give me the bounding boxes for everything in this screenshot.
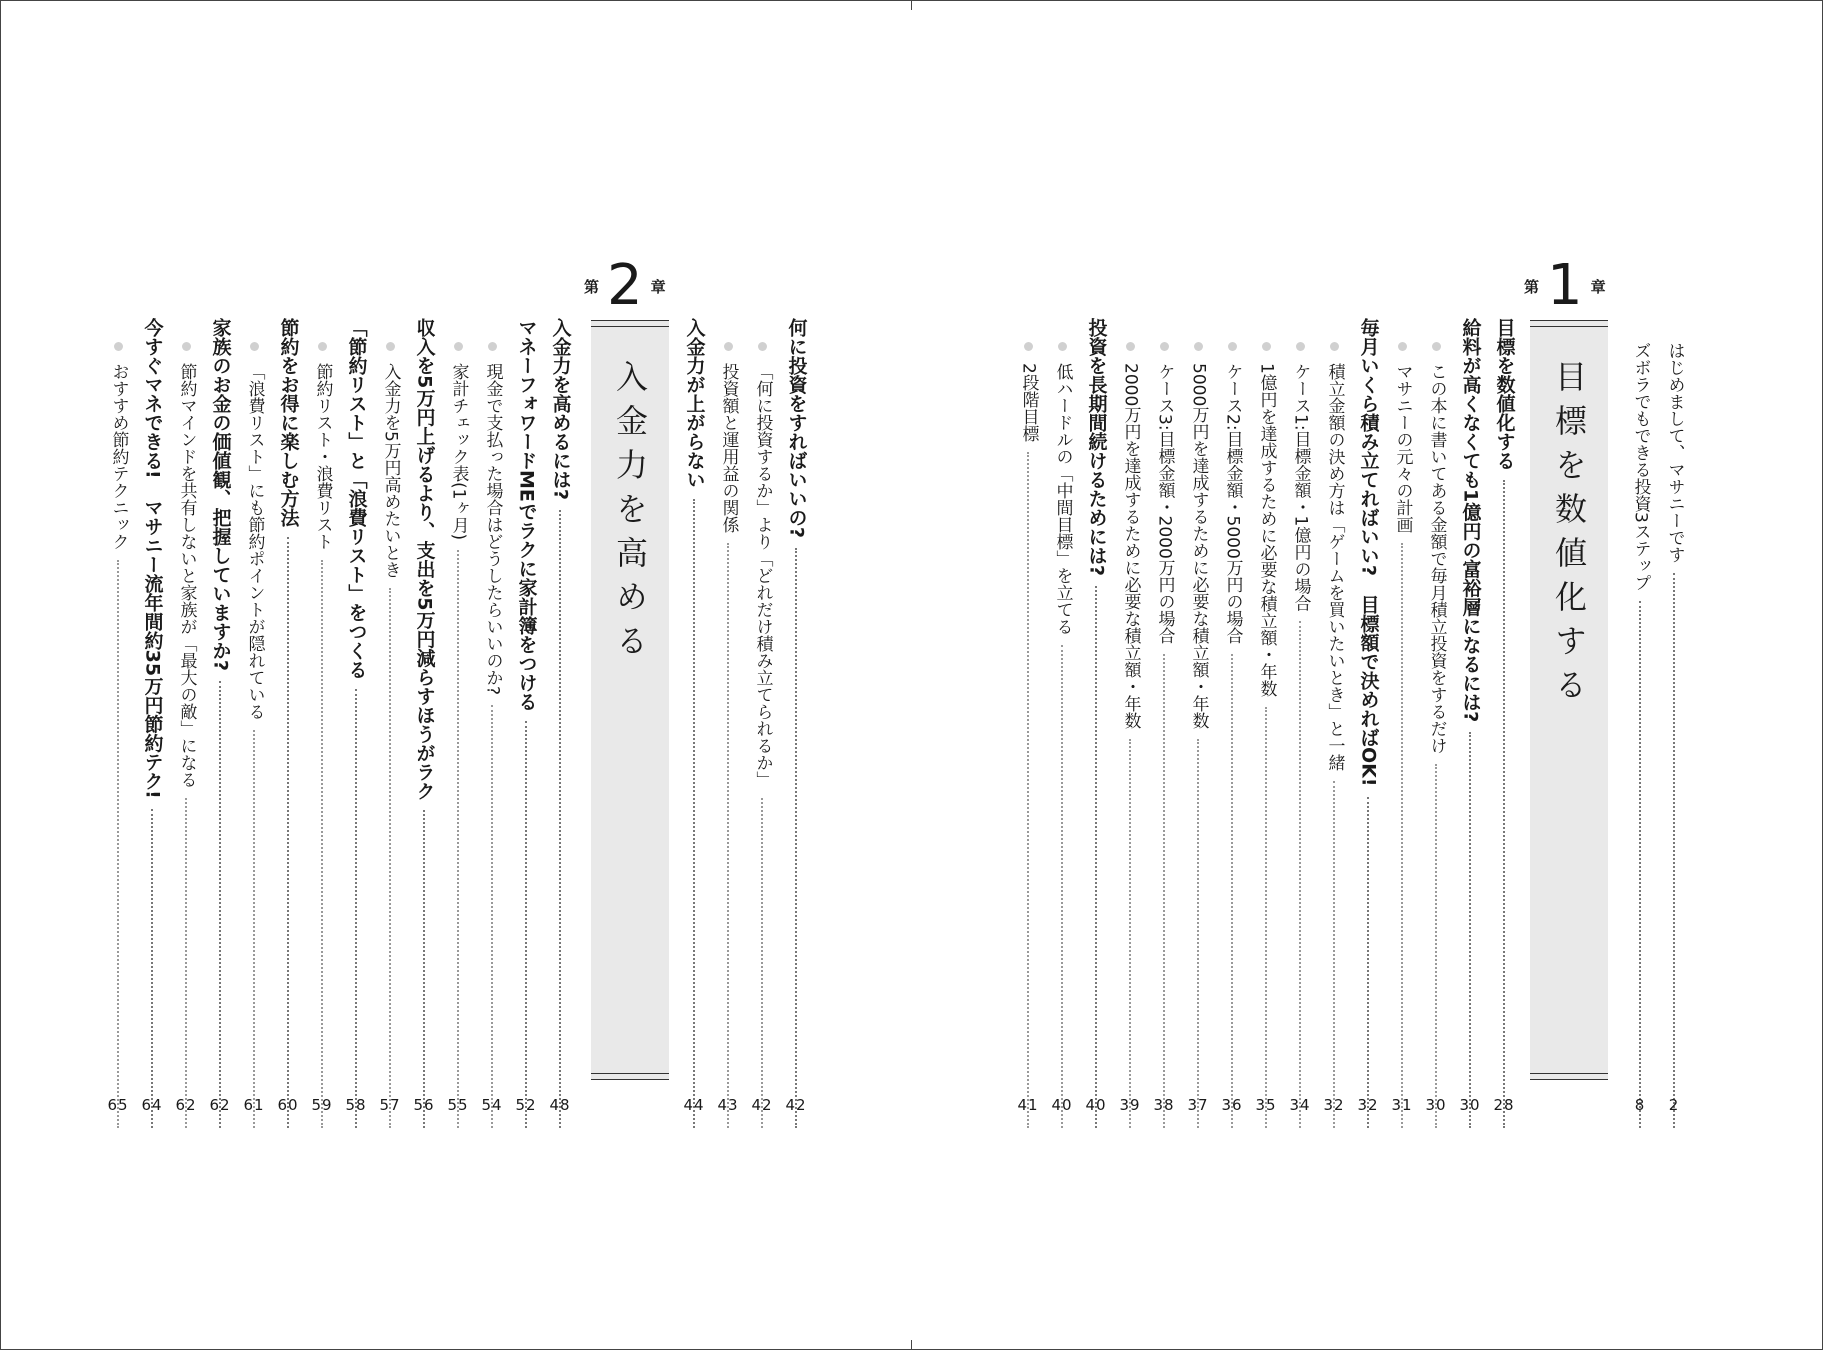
toc-entry: [1050, 342, 1074, 1128]
toc-page-number: 43: [717, 1096, 739, 1114]
toc-entry-title: 2段階目標: [1018, 363, 1039, 442]
bullet-icon: [1228, 342, 1237, 351]
toc-entry: [310, 342, 334, 1128]
toc-page-number: 39: [1119, 1096, 1141, 1114]
chapter-suffix: 章: [650, 277, 666, 296]
toc-entry: [276, 318, 300, 1128]
toc-page-number: 34: [1289, 1096, 1311, 1114]
toc-entry: [1492, 318, 1516, 1128]
dot-leader: [1061, 645, 1063, 1128]
toc-entry-title: 入金力を高めるには?: [549, 318, 572, 501]
toc-entry: [682, 318, 706, 1128]
dot-leader: [1129, 739, 1131, 1128]
toc-entry-title: 節約リスト・浪費リスト: [312, 363, 333, 550]
chapter-1-title-box: [1530, 320, 1608, 1080]
toc-entry-title: この本に書いてある金額で毎月積立投資をするだけ: [1426, 363, 1447, 754]
chapter-number: 2: [607, 253, 643, 318]
toc-entry-title: マサニーの元々の計画: [1392, 363, 1413, 533]
chapter-suffix: 章: [1590, 277, 1606, 296]
toc-page-number: 65: [107, 1096, 129, 1114]
toc-page-number: 54: [481, 1096, 503, 1114]
toc-entry-title: 入金力を5万円高めたいとき: [380, 363, 401, 578]
dot-leader: [795, 548, 797, 1128]
toc-entry: [1186, 342, 1210, 1128]
toc-entry: [1220, 342, 1244, 1128]
dot-leader: [761, 798, 763, 1128]
chapter-1-title: 目標を数値化する: [1550, 360, 1588, 712]
toc-entry-title: ケース3:目標金額・2000万円の場合: [1154, 363, 1175, 644]
toc-entry: [514, 318, 538, 1128]
toc-entry: [242, 342, 266, 1128]
dot-leader: [1401, 543, 1403, 1128]
toc-entry: [1662, 342, 1686, 1128]
chapter-prefix: 第: [584, 277, 600, 296]
toc-entry: [344, 318, 368, 1128]
toc-page-number: 38: [1153, 1096, 1175, 1114]
bullet-icon: [1126, 342, 1135, 351]
toc-entry-title: 節約をお得に楽しむ方法: [277, 318, 300, 527]
dot-leader: [423, 810, 425, 1128]
toc-entry: [784, 318, 808, 1128]
dot-leader: [1333, 781, 1335, 1128]
crop-mark-bottom: [911, 1340, 912, 1350]
toc-entry: [1628, 342, 1652, 1128]
dot-leader: [1469, 732, 1471, 1128]
bullet-icon: [454, 342, 463, 351]
dot-leader: [321, 560, 323, 1128]
bullet-icon: [318, 342, 327, 351]
toc-entry: [1458, 318, 1482, 1128]
bullet-icon: [1194, 342, 1203, 351]
toc-entry: [548, 318, 572, 1128]
dot-leader: [1367, 797, 1369, 1128]
bullet-icon: [1024, 342, 1033, 351]
bullet-icon: [724, 342, 733, 351]
toc-entry-title: おすすめ節約テクニック: [108, 363, 129, 550]
toc-page-number: 8: [1634, 1096, 1646, 1114]
toc-entry: [446, 342, 470, 1128]
toc-entry-title: 5000万円を達成するために必要な積立額・年数: [1188, 363, 1209, 730]
dot-leader: [151, 809, 153, 1128]
chapter-2-title: 入金力を高める: [611, 360, 649, 668]
bullet-icon: [1058, 342, 1067, 351]
toc-entry-title: 目標を数値化する: [1493, 318, 1516, 470]
toc-entry: [1084, 318, 1108, 1128]
toc-page-number: 36: [1221, 1096, 1243, 1114]
dot-leader: [185, 798, 187, 1128]
chapter-2-title-box: [591, 320, 669, 1080]
toc-entry-title: 積立金額の決め方は「ゲームを買いたいとき」と一緒: [1324, 363, 1345, 771]
toc-entry-title: 1億円を達成するために必要な積立額・年数: [1256, 363, 1277, 697]
toc-entry-title: 投資を長期間続けるためには?: [1085, 318, 1108, 577]
toc-page-number: 35: [1255, 1096, 1277, 1114]
dot-leader: [1435, 764, 1437, 1128]
dot-leader: [287, 537, 289, 1128]
toc-entry-title: 今すぐマネできる! マサニー流年間約35万円節約テク!: [141, 318, 164, 799]
toc-entry: [1016, 342, 1040, 1128]
toc-entry-title: マネーフォワードMEでラクに家計簿をつける: [515, 318, 538, 711]
bullet-icon: [250, 342, 259, 351]
toc-entry-title: ズボラでもできる投資3ステップ: [1630, 342, 1651, 591]
toc-entry: [208, 318, 232, 1128]
toc-page-number: 62: [209, 1096, 231, 1114]
dot-leader: [1095, 586, 1097, 1128]
toc-page-number: 44: [683, 1096, 705, 1114]
bullet-icon: [1296, 342, 1305, 351]
toc-page-number: 40: [1051, 1096, 1073, 1114]
dot-leader: [1639, 601, 1641, 1128]
bullet-icon: [1330, 342, 1339, 351]
toc-entry-title: ケース2:目標金額・5000万円の場合: [1222, 363, 1243, 644]
toc-page-number: 32: [1357, 1096, 1379, 1114]
toc-page-number: 55: [447, 1096, 469, 1114]
dot-leader: [1299, 621, 1301, 1128]
bullet-icon: [758, 342, 767, 351]
dot-leader: [525, 721, 527, 1128]
toc-page-number: 61: [243, 1096, 265, 1114]
toc-entry: [378, 342, 402, 1128]
toc-entry-title: 毎月いくら積み立てればいい? 目標額で決めればOK!: [1357, 318, 1380, 787]
toc-entry-title: 給料が高くなくても1億円の富裕層になるには?: [1459, 318, 1482, 723]
toc-entry: [106, 342, 130, 1128]
toc-entry: [750, 342, 774, 1128]
dot-leader: [457, 550, 459, 1128]
toc-entry: [1390, 342, 1414, 1128]
toc-page-number: 31: [1391, 1096, 1413, 1114]
toc-page-number: 42: [751, 1096, 773, 1114]
dot-leader: [693, 499, 695, 1128]
toc-entry-title: 投資額と運用益の関係: [718, 363, 739, 533]
dot-leader: [219, 681, 221, 1128]
dot-leader: [1673, 573, 1675, 1128]
chapter-prefix: 第: [1524, 277, 1540, 296]
toc-page-number: 52: [515, 1096, 537, 1114]
toc-entry: [716, 342, 740, 1128]
bullet-icon: [182, 342, 191, 351]
dot-leader: [117, 560, 119, 1128]
toc-entry-title: 2000万円を達成するために必要な積立額・年数: [1120, 363, 1141, 730]
toc-entry-title: 何に投資をすればいいの?: [785, 318, 808, 539]
toc-page-number: 62: [175, 1096, 197, 1114]
toc-entry: [1322, 342, 1346, 1128]
chapter-1-label: [1524, 253, 1606, 318]
toc-entry-title: 現金で支払った場合はどうしたらいいのか?: [482, 363, 503, 696]
dot-leader: [389, 588, 391, 1128]
toc-page-number: 59: [311, 1096, 333, 1114]
dot-leader: [1197, 739, 1199, 1128]
toc-page-number: 30: [1425, 1096, 1447, 1114]
bullet-icon: [1398, 342, 1407, 351]
toc-entry: [480, 342, 504, 1128]
toc-page-number: 60: [277, 1096, 299, 1114]
toc-entry-title: 収入を5万円上げるより、支出を5万円減らすほうがラク: [413, 318, 436, 801]
toc-entry: [1288, 342, 1312, 1128]
dot-leader: [559, 510, 561, 1128]
toc-page-number: 32: [1323, 1096, 1345, 1114]
crop-mark-top: [911, 0, 912, 10]
toc-page-number: 42: [785, 1096, 807, 1114]
toc-entry-title: はじめまして、マサニーです: [1664, 342, 1685, 563]
toc-entry-title: 家計チェック表(1ヶ月): [448, 363, 469, 541]
dot-leader: [355, 689, 357, 1128]
toc-entry-title: 家族のお金の価値観、把握していますか?: [209, 318, 232, 672]
toc-entry: [1254, 342, 1278, 1128]
toc-entry: [140, 318, 164, 1128]
toc-page-number: 48: [549, 1096, 571, 1114]
bullet-icon: [488, 342, 497, 351]
toc-page-number: 64: [141, 1096, 163, 1114]
toc-page-number: 56: [413, 1096, 435, 1114]
dot-leader: [1231, 654, 1233, 1128]
bullet-icon: [1432, 342, 1441, 351]
chapter-2-label: [584, 253, 666, 318]
dot-leader: [727, 543, 729, 1128]
toc-entry: [174, 342, 198, 1128]
dot-leader: [1027, 452, 1029, 1128]
toc-entry: [1424, 342, 1448, 1128]
toc-page-number: 40: [1085, 1096, 1107, 1114]
bullet-icon: [1160, 342, 1169, 351]
bullet-icon: [114, 342, 123, 351]
dot-leader: [491, 705, 493, 1128]
toc-entry-title: 「節約リスト」と「浪費リスト」をつくる: [345, 318, 368, 679]
toc-page-number: 57: [379, 1096, 401, 1114]
toc-page-number: 41: [1017, 1096, 1039, 1114]
toc-entry: [1118, 342, 1142, 1128]
toc-entry-title: 「何に投資するか」より「どれだけ積み立てられるか」: [752, 363, 773, 788]
toc-entry-title: 「浪費リスト」にも節約ポイントが隠れている: [244, 363, 265, 720]
toc-entry-title: 入金力が上がらない: [683, 318, 706, 489]
toc-page-number: 2: [1668, 1096, 1680, 1114]
chapter-number: 1: [1547, 253, 1583, 318]
dot-leader: [1503, 480, 1505, 1128]
toc-entry-title: 低ハードルの「中間目標」を立てる: [1052, 363, 1073, 635]
toc-entry-title: ケース1:目標金額・1億円の場合: [1290, 363, 1311, 612]
toc-entry: [412, 318, 436, 1128]
toc-entry: [1152, 342, 1176, 1128]
toc-entry: [1356, 318, 1380, 1128]
bullet-icon: [386, 342, 395, 351]
dot-leader: [253, 730, 255, 1128]
toc-page-number: 58: [345, 1096, 367, 1114]
dot-leader: [1163, 654, 1165, 1128]
bullet-icon: [1262, 342, 1271, 351]
dot-leader: [1265, 707, 1267, 1128]
toc-page-number: 30: [1459, 1096, 1481, 1114]
toc-entry-title: 節約マインドを共有しないと家族が「最大の敵」になる: [176, 363, 197, 788]
toc-page-number: 37: [1187, 1096, 1209, 1114]
toc-page-number: 28: [1493, 1096, 1515, 1114]
